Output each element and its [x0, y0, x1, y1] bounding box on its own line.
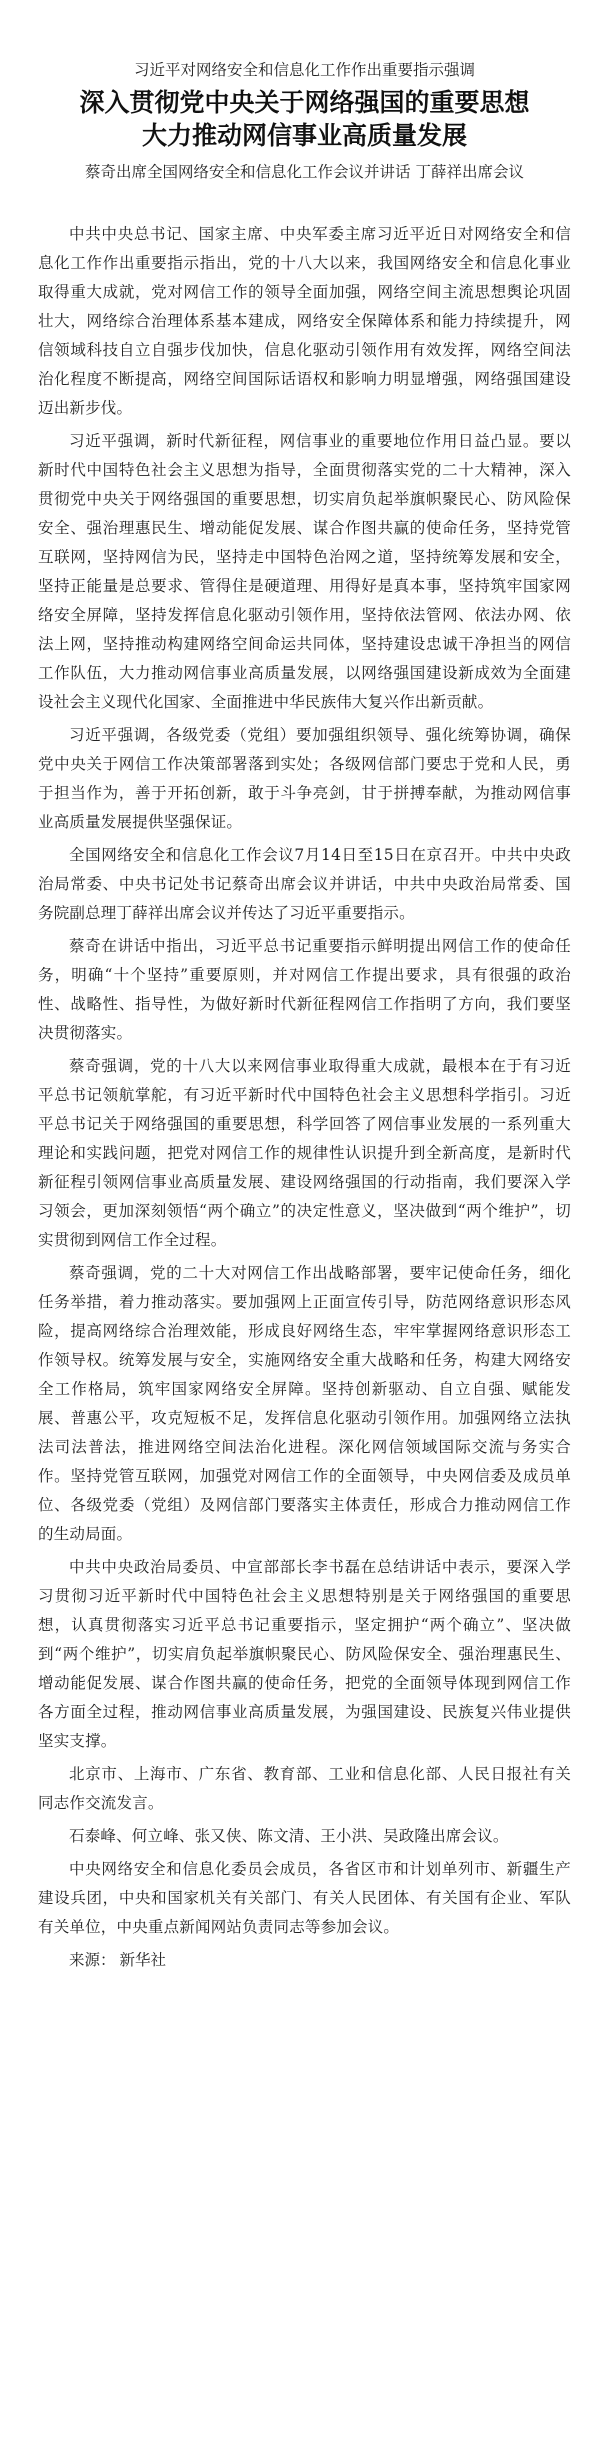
article-source	[38, 1946, 571, 1975]
article-kicker: 习近平对网络安全和信息化工作作出重要指示强调	[133, 61, 475, 79]
article-paragraph: 习近平强调，新时代新征程，网信事业的重要地位作用日益凸显。要以新时代中国特色社会主义思想为指导，全面贯彻落实党的二十大精神，深入贯彻党中央关于网络强国的重要思想，切实肩负起举旗帜聚民心、防风险保安全、强治理惠民生、增动能促发展、谋合作图共赢的使命任务，坚持党管互联网，坚持网信为民，坚持走中国特色治网之道，坚持统筹发展和安全，坚持正能量是总要求、管得住是硬道理、用得好是真本事，坚持筑牢国家网络安全屏障，坚持发挥信息化驱动引领作用，坚持依法管网、依法办网、依法上网，坚持推动构建网络空间命运共同体，坚持建设忠诚干净担当的网信工作队伍，大力推动网信事业高质量发展，以网络强国建设新成效为全面建设社会主义现代化国家、全面推进中华民族伟大复兴作出新贡献。	[38, 432, 571, 711]
headline-line-1: 深入贯彻党中央关于网络强国的重要思想	[79, 88, 530, 117]
article-paragraph: 蔡奇强调，党的二十大对网信工作出战略部署，要牢记使命任务，细化任务举措，着力推动落实。要加强网上正面宣传引导，防范网络意识形态风险，提高网络综合治理效能，形成良好网络生态，牢牢掌握网络意识形态工作领导权。统筹发展与安全，实施网络安全重大战略和任务，构建大网络安全工作格局，筑牢国家网络安全屏障。坚持创新驱动、自立自强、赋能发展、普惠公平，攻克短板不足，发挥信息化驱动引领作用。加强网络立法执法司法普法，推进网络空间法治化进程。深化网信领域国际交流与务实合作。坚持党管互联网，加强党对网信工作的全面领导，中央网信委及成员单位、各级党委（党组）及网信部门要落实主体责任，形成合力推动网信工作的生动局面。	[38, 1264, 571, 1543]
article-paragraph: 中共中央政治局委员、中宣部部长李书磊在总结讲话中表示，要深入学习贯彻习近平新时代中国特色社会主义思想特别是关于网络强国的重要思想，认真贯彻落实习近平总书记重要指示，坚定拥护“两个确立”、坚决做到“两个维护”，切实肩负起举旗帜聚民心、防风险保安全、强治理惠民生、增动能促发展、谋合作图共赢的使命任务，把党的全面领导体现到网信工作各方面全过程，推动网信事业高质量发展，为强国建设、民族复兴伟业提供坚实支撑。	[38, 1558, 571, 1750]
article-paragraph: 中央网络安全和信息化委员会成员，各省区市和计划单列市、新疆生产建设兵团，中央和国家机关有关部门、有关人民团体、有关国有企业、军队有关单位，中央重点新闻网站负责同志等参加会议。	[38, 1860, 571, 1936]
article-paragraph: 习近平强调，各级党委（党组）要加强组织领导、强化统筹协调，确保党中央关于网信工作决策部署落到实处；各级网信部门要忠于党和人民，勇于担当作为，善于开拓创新，敢于斗争亮剑，甘于拼搏奉献，为推动网信事业高质量发展提供坚强保证。	[38, 726, 571, 831]
article-paragraph: 蔡奇在讲话中指出，习近平总书记重要指示鲜明提出网信工作的使命任务，明确“十个坚持”重要原则，并对网信工作提出要求，具有很强的政治性、战略性、指导性，为做好新时代新征程网信工作指明了方向，我们要坚决贯彻落实。	[38, 937, 571, 1042]
headline-line-2: 大力推动网信事业高质量发展	[141, 121, 467, 150]
article-header	[38, 58, 571, 184]
source-value: 新华社	[119, 1951, 167, 1969]
article-headline	[38, 86, 571, 152]
article-paragraph: 石泰峰、何立峰、张又侠、陈文清、王小洪、吴政隆出席会议。	[69, 1827, 509, 1845]
article-body	[38, 220, 571, 1975]
article-paragraph: 中共中央总书记、国家主席、中央军委主席习近平近日对网络安全和信息化工作作出重要指示指出，党的十八大以来，我国网络安全和信息化事业取得重大成就，党对网信工作的领导全面加强，网络空间主流思想舆论巩固壮大，网络综合治理体系基本建成，网络安全保障体系和能力持续提升，网信领域科技自立自强步伐加快，信息化驱动引领作用有效发挥，网络空间法治化程度不断提高，网络空间国际话语权和影响力明显增强，网络强国建设迈出新步伐。	[38, 225, 571, 417]
article-subtitle: 蔡奇出席全国网络安全和信息化工作会议并讲话 丁薛祥出席会议	[85, 163, 524, 181]
article-paragraph: 蔡奇强调，党的十八大以来网信事业取得重大成就，最根本在于有习近平总书记领航掌舵，有习近平新时代中国特色社会主义思想科学指引。习近平总书记关于网络强国的重要思想，科学回答了网信事业发展的一系列重大理论和实践问题，把党对网信工作的规律性认识提升到全新高度，是新时代新征程引领网信事业高质量发展、建设网络强国的行动指南，我们要深入学习领会，更加深刻领悟“两个确立”的决定性意义，坚决做到“两个维护”，切实贯彻到网信工作全过程。	[38, 1057, 571, 1249]
article-paragraph: 全国网络安全和信息化工作会议7月14日至15日在京召开。中共中央政治局常委、中央书记处书记蔡奇出席会议并讲话，中共中央政治局常委、国务院副总理丁薛祥出席会议并传达了习近平重要指示。	[38, 846, 571, 922]
article-paragraph: 北京市、上海市、广东省、教育部、工业和信息化部、人民日报社有关同志作交流发言。	[38, 1765, 571, 1812]
source-label: 来源：	[69, 1951, 116, 1969]
